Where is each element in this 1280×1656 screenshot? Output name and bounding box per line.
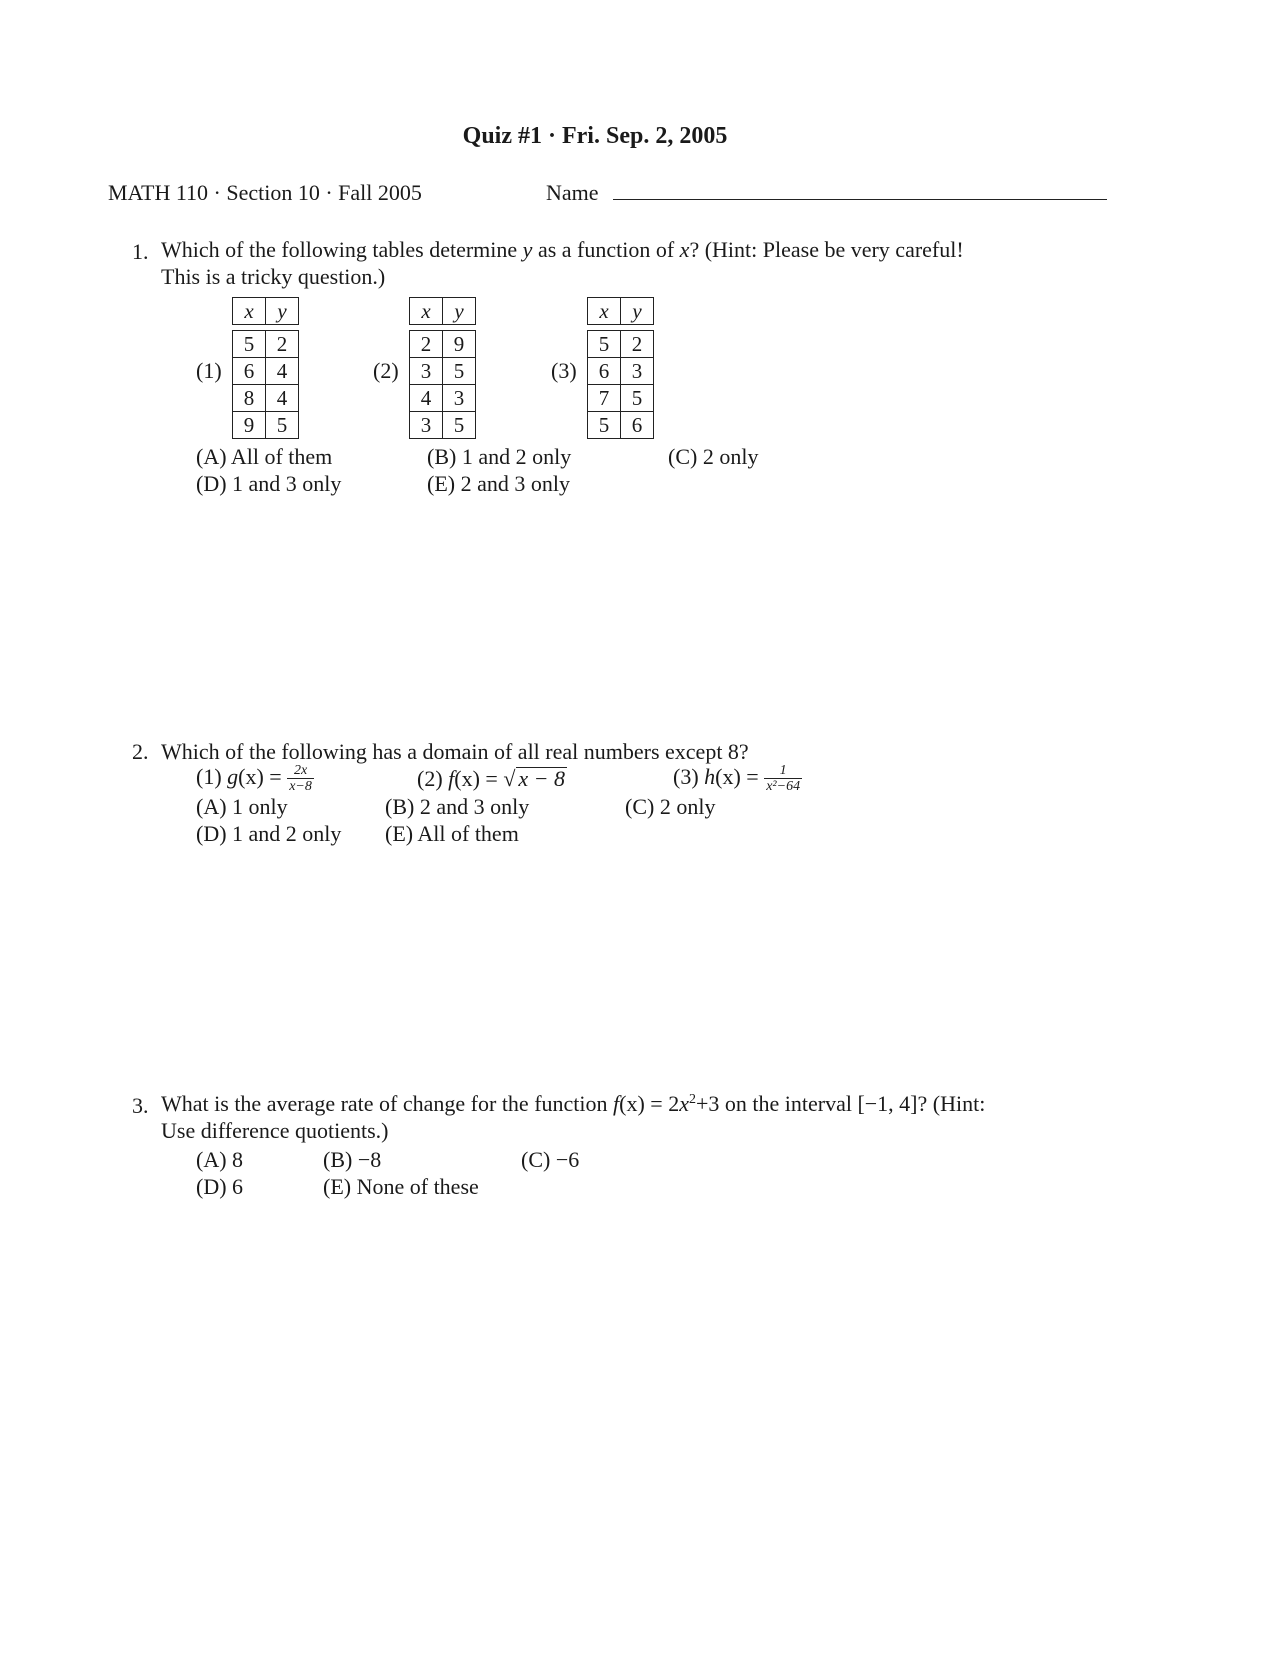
q2-f1-fraction: $\frac{2x}{x-8}$ <box>289 762 312 794</box>
q2-choice-b: (B) 2 and 3 only <box>385 794 530 819</box>
table-cell: 5 <box>443 412 476 439</box>
table-header-x: x <box>588 298 621 325</box>
table-cell: 6 <box>621 412 654 439</box>
q2-choice-d: (D) 1 and 2 only <box>196 821 342 846</box>
table-3-label: (3) <box>551 358 577 383</box>
table-cell: 2 <box>266 331 299 358</box>
q3-choice-a: (A) 8 <box>196 1147 244 1172</box>
table-cell: 5 <box>266 412 299 439</box>
q3-choice-d: (D) 6 <box>196 1174 244 1199</box>
table-header-x: x <box>410 298 443 325</box>
q1-choice-d: (D) 1 and 3 only <box>196 471 342 496</box>
table-cell: 3 <box>410 358 443 385</box>
q3-number: 3. <box>132 1093 149 1118</box>
q2-f3-fraction: $\frac{1}{\text{x²−64}}$ <box>766 762 801 794</box>
q2-choice-a: (A) 1 only <box>196 794 288 819</box>
q1-choice-a: (A) All of them <box>196 444 333 469</box>
q1-number: 1. <box>132 239 149 264</box>
table-cell: 9 <box>233 412 266 439</box>
table-cell: 5 <box>233 331 266 358</box>
sqrt-symbol: √ <box>503 766 516 791</box>
table-cell: 7 <box>588 385 621 412</box>
q2-choice-c: (C) 2 only <box>625 794 716 819</box>
q1-text <box>161 236 964 290</box>
q3-text: What is the average rate of change for the function $f(x) = 2x^2+3$ on the interval [−1, 4]? (Hint: Use difference quotients.) <box>161 1091 986 1143</box>
q2-choice-e: (E) All of them <box>385 821 519 846</box>
table-cell: 2 <box>621 331 654 358</box>
q1-text-c: ? (Hint: Please be very careful! <box>689 237 964 262</box>
table-header-x: x <box>233 298 266 325</box>
table-cell: 5 <box>588 331 621 358</box>
q1-var-x: x <box>679 237 690 262</box>
course-info: MATH 110 · Section 10 · Fall 2005 <box>108 180 422 205</box>
q1-text-a: Which of the following tables determine <box>161 237 523 262</box>
table-cell: 5 <box>588 412 621 439</box>
table-cell: 4 <box>266 385 299 412</box>
q2-function-2: (2) f(x) = √ x − 8 <box>417 766 566 791</box>
q3-choice-e: (E) None of these <box>323 1174 479 1199</box>
table-cell: 2 <box>410 331 443 358</box>
q1-choice-e: (E) 2 and 3 only <box>427 471 570 496</box>
table-cell: 9 <box>443 331 476 358</box>
function-table-1 <box>232 297 299 439</box>
table-1-label: (1) <box>196 358 222 383</box>
table-cell: 5 <box>621 385 654 412</box>
table-cell: 6 <box>588 358 621 385</box>
quiz-title: Quiz #1 · Fri. Sep. 2, 2005 <box>462 123 728 149</box>
table-cell: 6 <box>233 358 266 385</box>
table-cell: 8 <box>233 385 266 412</box>
q2-text: Which of the following has a domain of all real numbers except 8? <box>161 739 749 764</box>
table-2-label: (2) <box>373 358 399 383</box>
name-label: Name <box>546 180 599 205</box>
table-cell: 4 <box>410 385 443 412</box>
q1-var-y: y <box>522 237 533 262</box>
table-header-y: y <box>621 298 654 325</box>
q3-text-line2: Use difference quotients.) <box>161 1118 389 1143</box>
table-cell: 3 <box>443 385 476 412</box>
name-line <box>613 199 1107 200</box>
table-cell: 3 <box>410 412 443 439</box>
table-header-y: y <box>266 298 299 325</box>
q1-text-line2: This is a tricky question.) <box>161 264 386 289</box>
q2-number: 2. <box>132 739 149 764</box>
q2-function-3: (3) h(x) = $\frac{1}{\text{x²−64}}$ <box>673 762 801 794</box>
table-header-y: y <box>443 298 476 325</box>
q3-choice-c: (C) −6 <box>521 1147 580 1172</box>
q3-choice-b: (B) −8 <box>323 1147 382 1172</box>
q2-function-1: (1) g(x) = $\frac{2x}{x-8}$ <box>196 762 312 794</box>
table-cell: 4 <box>266 358 299 385</box>
table-cell: 5 <box>443 358 476 385</box>
function-table-3 <box>587 297 654 439</box>
function-table-2 <box>409 297 476 439</box>
q1-choice-c: (C) 2 only <box>668 444 759 469</box>
q1-choice-b: (B) 1 and 2 only <box>427 444 572 469</box>
q1-text-b: as a function of <box>532 237 680 262</box>
table-cell: 3 <box>621 358 654 385</box>
